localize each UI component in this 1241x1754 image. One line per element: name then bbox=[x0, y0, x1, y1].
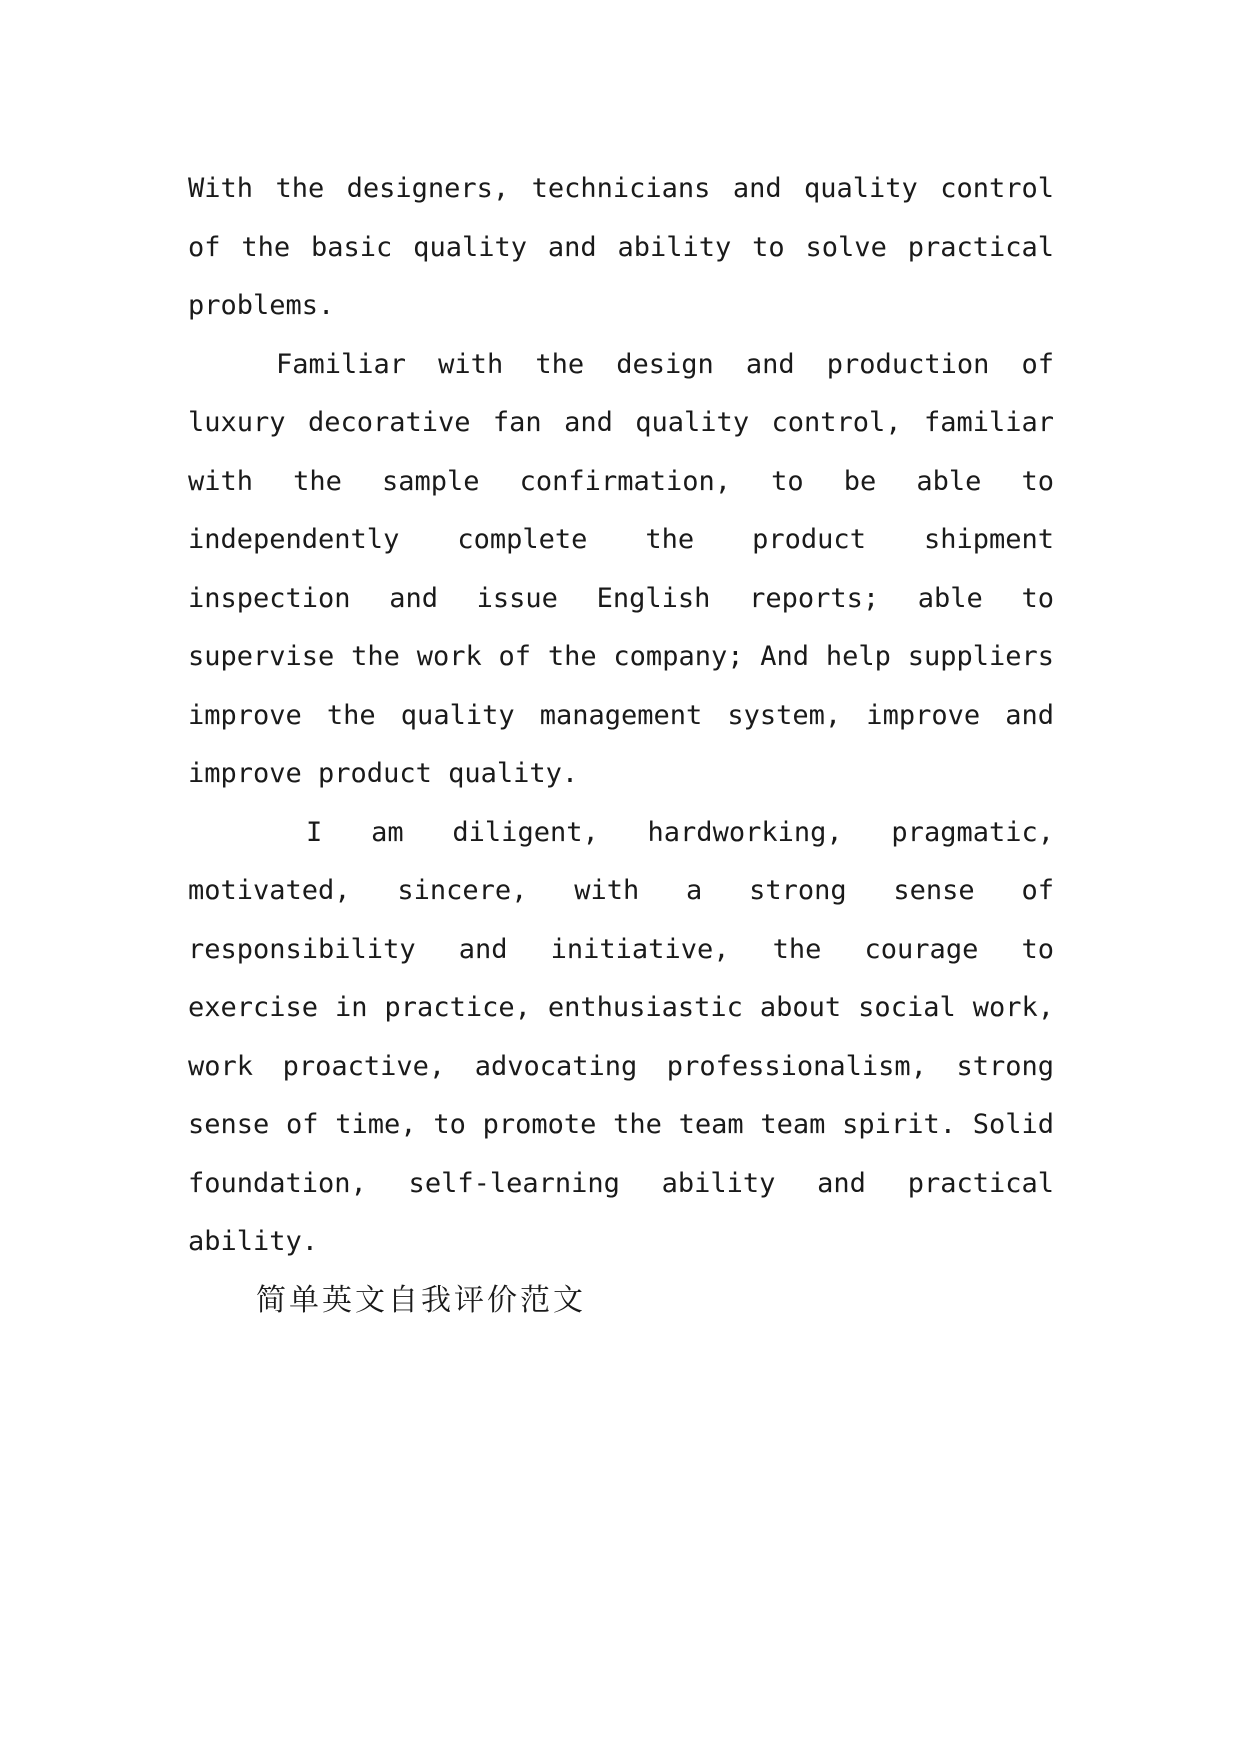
paragraph-familiar: Familiar with the design and production of luxury decorative fan and quality control, familiar with the sample confirmation, to be able to independently complete the product shipment inspection and issue English reports; able to supervise the work of the company; And help suppliers improve the quality management system, improve and improve product quality. bbox=[188, 348, 1054, 789]
paragraph-continuation: With the designers, technicians and quality control of the basic quality and ability to solve practical problems. bbox=[188, 173, 1054, 321]
section-heading: 简单英文自我评价范文 bbox=[256, 1282, 586, 1318]
paragraph-self-evaluation: I am diligent, hardworking, pragmatic, motivated, sincere, with a strong sense of responsibility and initiative, the courage to exercise in practice, enthusiastic about social work, work proactive, advocating professionalism, strong sense of time, to promote the team team spirit. Solid foundation, self-learning ability and practical ability. bbox=[188, 816, 1054, 1257]
document-body bbox=[188, 160, 1054, 1330]
